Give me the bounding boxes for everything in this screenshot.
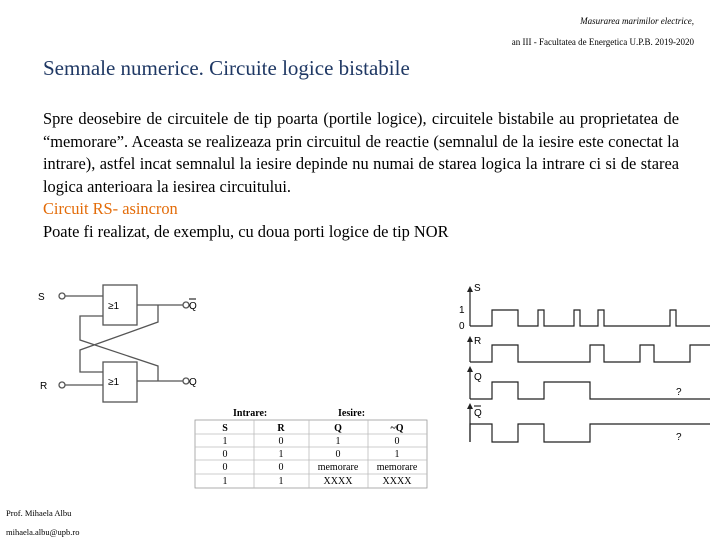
qbar-unknown-mark: ? bbox=[676, 432, 682, 443]
cell: 0 bbox=[222, 449, 228, 460]
cell: 1 bbox=[394, 449, 400, 460]
timing-diagram bbox=[470, 290, 710, 442]
cell: memorare bbox=[317, 462, 359, 473]
col-r: R bbox=[277, 423, 285, 434]
q-axis-arrow bbox=[467, 366, 473, 372]
cell: memorare bbox=[376, 462, 418, 473]
qbar-axis-arrow bbox=[467, 403, 473, 409]
r-signal bbox=[470, 345, 710, 362]
output-q-label: Q bbox=[189, 377, 197, 388]
cell: XXXX bbox=[323, 476, 353, 487]
cell: 1 bbox=[222, 436, 228, 447]
input-r-label: R bbox=[40, 381, 48, 392]
gate1-label: ≥1 bbox=[108, 301, 120, 312]
s-axis-arrow bbox=[467, 286, 473, 292]
cell: 0 bbox=[394, 436, 400, 447]
q-signal bbox=[470, 382, 710, 399]
truth-table bbox=[195, 408, 427, 488]
cell: 1 bbox=[222, 476, 228, 487]
cell: 1 bbox=[278, 449, 284, 460]
qbar-signal bbox=[470, 424, 710, 442]
timing-qbar-label: Q bbox=[474, 408, 482, 419]
table-group-output: Iesire: bbox=[338, 408, 366, 419]
course-details: an III - Facultatea de Energetica U.P.B. 2019-2020 bbox=[511, 37, 694, 47]
cell: 1 bbox=[335, 436, 341, 447]
col-notq: ~Q bbox=[390, 423, 404, 434]
cell: 0 bbox=[335, 449, 341, 460]
author-email: mihaela.albu@upb.ro bbox=[6, 527, 80, 537]
output-qbar-label: Q bbox=[189, 301, 197, 312]
course-name: Masurarea marimilor electrice, bbox=[580, 16, 694, 26]
input-s-terminal bbox=[59, 293, 65, 299]
r-axis-arrow bbox=[467, 336, 473, 342]
table-group-input: Intrare: bbox=[233, 408, 268, 419]
col-s: S bbox=[222, 423, 228, 434]
timing-q-label: Q bbox=[474, 372, 482, 383]
col-q: Q bbox=[334, 423, 342, 434]
timing-s-label: S bbox=[474, 283, 481, 294]
q-unknown-mark: ? bbox=[676, 387, 682, 398]
cell: 0 bbox=[278, 436, 284, 447]
rs-latch-diagram bbox=[59, 285, 189, 402]
gate2-label: ≥1 bbox=[108, 377, 120, 388]
intro-paragraph: Spre deosebire de circuitele de tip poarta (portile logice), circuitele bistabile au proprietatea de “memorare”. Aceasta se realizeaza prin circuitul de reactie (semnalul de la iesire este conectat la intrare), astfel incat semnalul la iesire depinde nu numai de starea logica la intrare ci si de starea logica anterioara la iesirea circuitului. bbox=[43, 109, 679, 196]
input-s-label: S bbox=[38, 292, 45, 303]
slide-title: Semnale numerice. Circuite logice bistabile bbox=[43, 56, 410, 80]
input-r-terminal bbox=[59, 382, 65, 388]
s-signal bbox=[470, 310, 710, 326]
cell: 1 bbox=[278, 476, 284, 487]
nor-note: Poate fi realizat, de exemplu, cu doua porti logice de tip NOR bbox=[43, 221, 449, 241]
timing-r-label: R bbox=[474, 336, 482, 347]
cell: XXXX bbox=[382, 476, 412, 487]
subheading: Circuit RS- asincron bbox=[43, 199, 178, 218]
author-name: Prof. Mihaela Albu bbox=[6, 508, 72, 518]
timing-zero-label: 0 bbox=[459, 321, 465, 332]
cell: 0 bbox=[222, 462, 228, 473]
timing-one-label: 1 bbox=[459, 305, 465, 316]
cell: 0 bbox=[278, 462, 284, 473]
